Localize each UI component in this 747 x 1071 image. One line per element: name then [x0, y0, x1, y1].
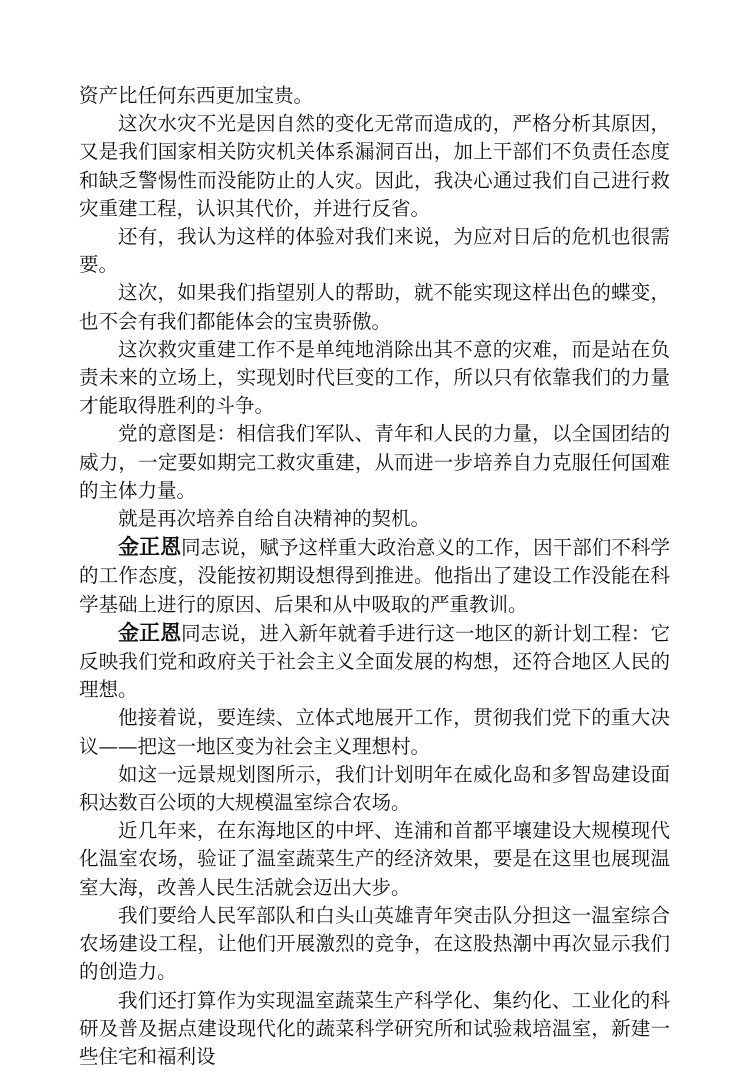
paragraph-text: 同志说，进入新年就着手进行这一地区的新计划工程：它反映我们党和政府关于社会主义全面发展的构想，还符合地区人民的理想。: [79, 622, 670, 701]
paragraph-10: 他接着说，要连续、立体式地展开工作，贯彻我们党下的重大决议——把这一地区变为社会主义理想村。: [79, 704, 670, 760]
paragraph-14: 我们还打算作为实现温室蔬菜生产科学化、集约化、工业化的科研及普及据点建设现代化的蔬菜科学研究所和试验栽培温室，新建一些住宅和福利设: [79, 987, 670, 1071]
paragraph-5: 这次救灾重建工作不是单纯地消除出其不意的灾难，而是站在负责未来的立场上，实现划时代巨变的工作，所以只有依靠我们的力量才能取得胜利的斗争。: [79, 336, 670, 421]
paragraph-6: 党的意图是：相信我们军队、青年和人民的力量，以全国团结的威力，一定要如期完工救灾重建，从而进一步培养自力克服任何国难的主体力量。: [79, 420, 670, 505]
paragraph-9: [79, 619, 670, 705]
paragraph-12: 近几年来，在东海地区的中坪、连浦和首都平壤建设大规模现代化温室农场，验证了温室蔬菜生产的经济效果，要是在这里也展现温室大海，改善人民生活就会迈出大步。: [79, 817, 670, 902]
paragraph-8: [79, 533, 670, 619]
paragraph-11: 如这一远景规划图所示，我们计划明年在威化岛和多智岛建设面积达数百公顷的大规模温室综合农场。: [79, 761, 670, 817]
paragraph-text: 同志说，赋予这样重大政治意义的工作，因干部们不科学的工作态度，没能按初期设想得到推进。他指出了建设工作没能在科学基础上进行的原因、后果和从中吸取的严重教训。: [79, 536, 670, 615]
paragraph-3: 还有，我认为这样的体验对我们来说，为应对日后的危机也很需要。: [79, 223, 670, 279]
leader-name: 金正恩: [118, 534, 181, 559]
leader-name: 金正恩: [118, 620, 181, 645]
paragraph-7: 就是再次培养自给自决精神的契机。: [79, 505, 670, 533]
paragraph-4: 这次，如果我们指望别人的帮助，就不能实现这样出色的蝶变，也不会有我们都能体会的宝贵骄傲。: [79, 279, 670, 335]
document-page: [79, 82, 670, 1071]
paragraph-13: 我们要给人民军部队和白头山英雄青年突击队分担这一温室综合农场建设工程，让他们开展激烈的竞争，在这股热潮中再次显示我们的创造力。: [79, 902, 670, 987]
paragraph-1: 资产比任何东西更加宝贵。: [79, 82, 670, 110]
paragraph-2: 这次水灾不光是因自然的变化无常而造成的，严格分析其原因，又是我们国家相关防灾机关体系漏洞百出，加上干部们不负责任态度和缺乏警惕性而没能防止的人灾。因此，我决心通过我们自己进行救灾重建工程，认识其代价，并进行反省。: [79, 110, 670, 223]
